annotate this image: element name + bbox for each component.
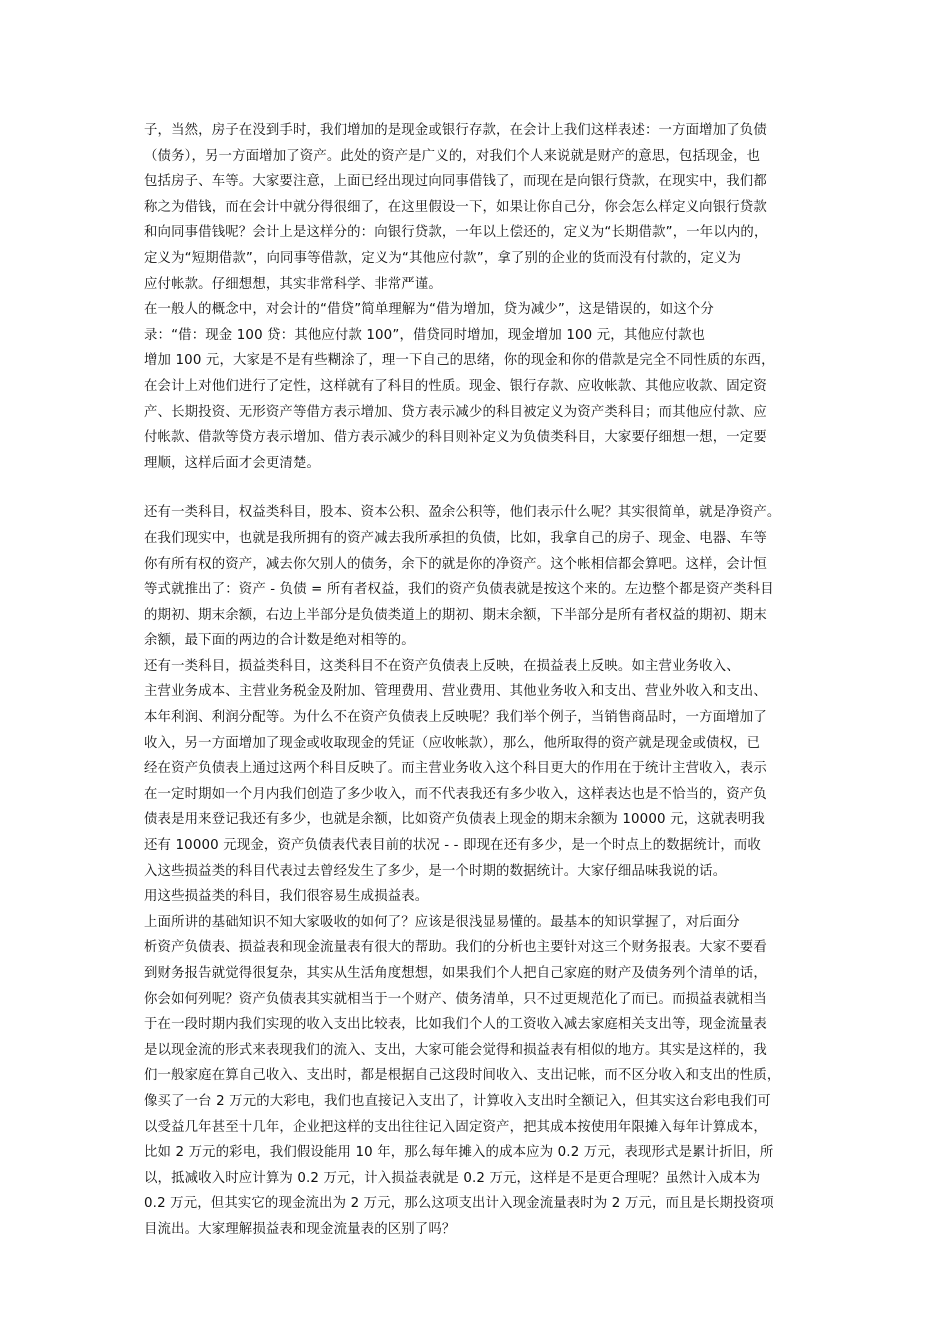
text-line: 们一般家庭在算自己收入、支出时，都是根据自己这段时间收入、支出记帐，而不区分收入和支出的性质，	[144, 1068, 781, 1084]
text-line: 在我们现实中，也就是我所拥有的资产减去我所承担的负债，比如，我拿自己的房子、现金、电器、车等	[144, 530, 767, 546]
text-line: 主营业务成本、主营业务税金及附加、管理费用、营业费用、其他业务收入和支出、营业外收入和支出、	[144, 684, 767, 700]
document-body	[144, 118, 816, 1243]
text-line: 和向同事借钱呢？会计上是这样分的：向银行贷款，一年以上偿还的，定义为“长期借款”，一年以内的，	[144, 225, 768, 241]
text-line: 还有一类科目，损益类科目，这类科目不在资产负债表上反映，在损益表上反映。如主营业务收入、	[144, 658, 740, 674]
text-line: 增加 100 元，大家是不是有些糊涂了，理一下自己的思绪，你的现金和你的借款是完全不同性质的东西，	[144, 353, 775, 369]
text-line: 以受益几年甚至十几年，企业把这样的支出往往记入固定资产，把其成本按使用年限摊入每年计算成本，	[144, 1119, 767, 1135]
text-line: 等式就推出了：资产 - 负债 = 所有者权益，我们的资产负债表就是按这个来的。左边整个都是资产类科目	[144, 582, 774, 598]
text-line: 在一般人的概念中，对会计的“借贷”简单理解为“借为增加，贷为减少”，这是错误的，如这个分	[144, 302, 714, 318]
paragraph	[144, 654, 816, 884]
text-line: 于在一段时期内我们实现的收入支出比较表，比如我们个人的工资收入减去家庭相关支出等，现金流量表	[144, 1017, 767, 1033]
text-line: 债表是用来登记我还有多少，也就是余额，比如资产负债表上现金的期末余额为 10000 元，这就表明我	[144, 812, 765, 828]
text-line: 到财务报告就觉得很复杂，其实从生活角度想想，如果我们个人把自己家庭的财产及债务列个清单的话，	[144, 966, 767, 981]
text-line: 0.2 万元，但其实它的现金流出为 2 万元，那么这项支出计入现金流量表时为 2 万元，而且是长期投资项	[144, 1196, 774, 1212]
text-line: 入这些损益类的科目代表过去曾经发生了多少，是一个时期的数据统计。大家仔细品味我说的话。	[144, 863, 727, 879]
text-line: 像买了一台 2 万元的大彩电，我们也直接记入支出了，计算收入支出时全额记入，但其实这台彩电我们可	[144, 1093, 771, 1109]
text-line: 以，抵减收入时应计算为 0.2 万元，计入损益表就是 0.2 万元，这样是不是更合理呢？虽然计入成本为	[144, 1170, 761, 1186]
text-line: 称之为借钱，而在会计中就分得很细了，在这里假设一下，如果让你自己分，你会怎么样定义向银行贷款	[144, 199, 767, 215]
text-line: 产、长期投资、无形资产等借方表示增加、贷方表示减少的科目被定义为资产类科目；而其他应付款、应	[144, 404, 767, 420]
text-line: 还有 10000 元现金，资产负债表代表目前的状况 - - 即现在还有多少，是一个时点上的数据统计，而收	[144, 838, 761, 854]
text-line: 理顺，这样后面才会更清楚。	[144, 455, 321, 471]
paragraph	[144, 118, 816, 297]
paragraph	[144, 884, 816, 910]
text-line: 在一定时期如一个月内我们创造了多少收入，而不代表我还有多少收入，这样表达也是不恰当的，资产负	[144, 786, 767, 802]
text-line: 在会计上对他们进行了定性，这样就有了科目的性质。现金、银行存款、应收帐款、其他应收款、固定资	[144, 378, 767, 394]
text-line: 的期初、期末余额，右边上半部分是负债类道上的期初、期末余额，下半部分是所有者权益的期初、期末	[144, 607, 767, 623]
text-line: 你有所有权的资产，减去你欠别人的债务，余下的就是你的净资产。这个帐相信都会算吧。这样，会计恒	[144, 556, 767, 572]
text-line: （债务），另一方面增加了资产。此处的资产是广义的，对我们个人来说就是财产的意思，包括现金，也	[144, 148, 761, 164]
text-line: 应付帐款。仔细想想，其实非常科学、非常严谨。	[144, 276, 442, 292]
text-line: 用这些损益类的科目，我们很容易生成损益表。	[144, 889, 429, 905]
paragraph	[144, 910, 816, 1243]
text-line: 收入，另一方面增加了现金或收取现金的凭证（应收帐款），那么，他所取得的资产就是现金或债权，已	[144, 735, 761, 751]
text-line: 付帐款、借款等贷方表示增加、借方表示减少的科目则补定义为负债类科目，大家要仔细想一想，一定要	[144, 430, 767, 446]
text-line: 还有一类科目，权益类科目，股本、资本公积、盈余公积等，他们表示什么呢？其实很简单，就是净资产。	[144, 505, 781, 521]
text-line: 经在资产负债表上通过这两个科目反映了。而主营业务收入这个科目更大的作用在于统计主营收入，表示	[144, 761, 767, 777]
text-line: 定义为“短期借款”，向同事等借款，定义为“其他应付款”，拿了别的企业的货而没有付款的，定义为	[144, 250, 742, 266]
text-line: 是以现金流的形式来表现我们的流入、支出，大家可能会觉得和损益表有相似的地方。其实是这样的，我	[144, 1042, 767, 1058]
text-line: 目流出。大家理解损益表和现金流量表的区别了吗？	[144, 1221, 456, 1237]
text-line: 本年利润、利润分配等。为什么不在资产负债表上反映呢？我们举个例子，当销售商品时，一方面增加了	[144, 710, 767, 726]
text-line: 比如 2 万元的彩电，我们假设能用 10 年，那么每年摊入的成本应为 0.2 万元，表现形式是累计折旧，所	[144, 1145, 774, 1161]
text-line: 录：“借：现金 100 贷：其他应付款 100”，借贷同时增加，现金增加 100 元，其他应付款也	[144, 327, 706, 343]
text-line: 包括房子、车等。大家要注意，上面已经出现过向同事借钱了，而现在是向银行贷款，在现实中，我们都	[144, 174, 767, 190]
text-line: 余额，最下面的两边的合计数是绝对相等的。	[144, 633, 415, 649]
text-line: 子，当然，房子在没到手时，我们增加的是现金或银行存款，在会计上我们这样表述：一方面增加了负债	[144, 123, 767, 138]
document-page	[144, 118, 816, 1243]
text-line: 析资产负债表、损益表和现金流量表有很大的帮助。我们的分析也主要针对这三个财务报表。大家不要看	[144, 940, 767, 956]
text-line: 上面所讲的基础知识不知大家吸收的如何了？应该是很浅显易懂的。最基本的知识掌握了，对后面分	[144, 914, 740, 930]
paragraph	[144, 500, 816, 654]
paragraph-gap	[144, 476, 816, 500]
text-line: 你会如何列呢？资产负债表其实就相当于一个财产、债务清单，只不过更规范化了而已。而损益表就相当	[144, 991, 767, 1007]
paragraph	[144, 297, 816, 476]
